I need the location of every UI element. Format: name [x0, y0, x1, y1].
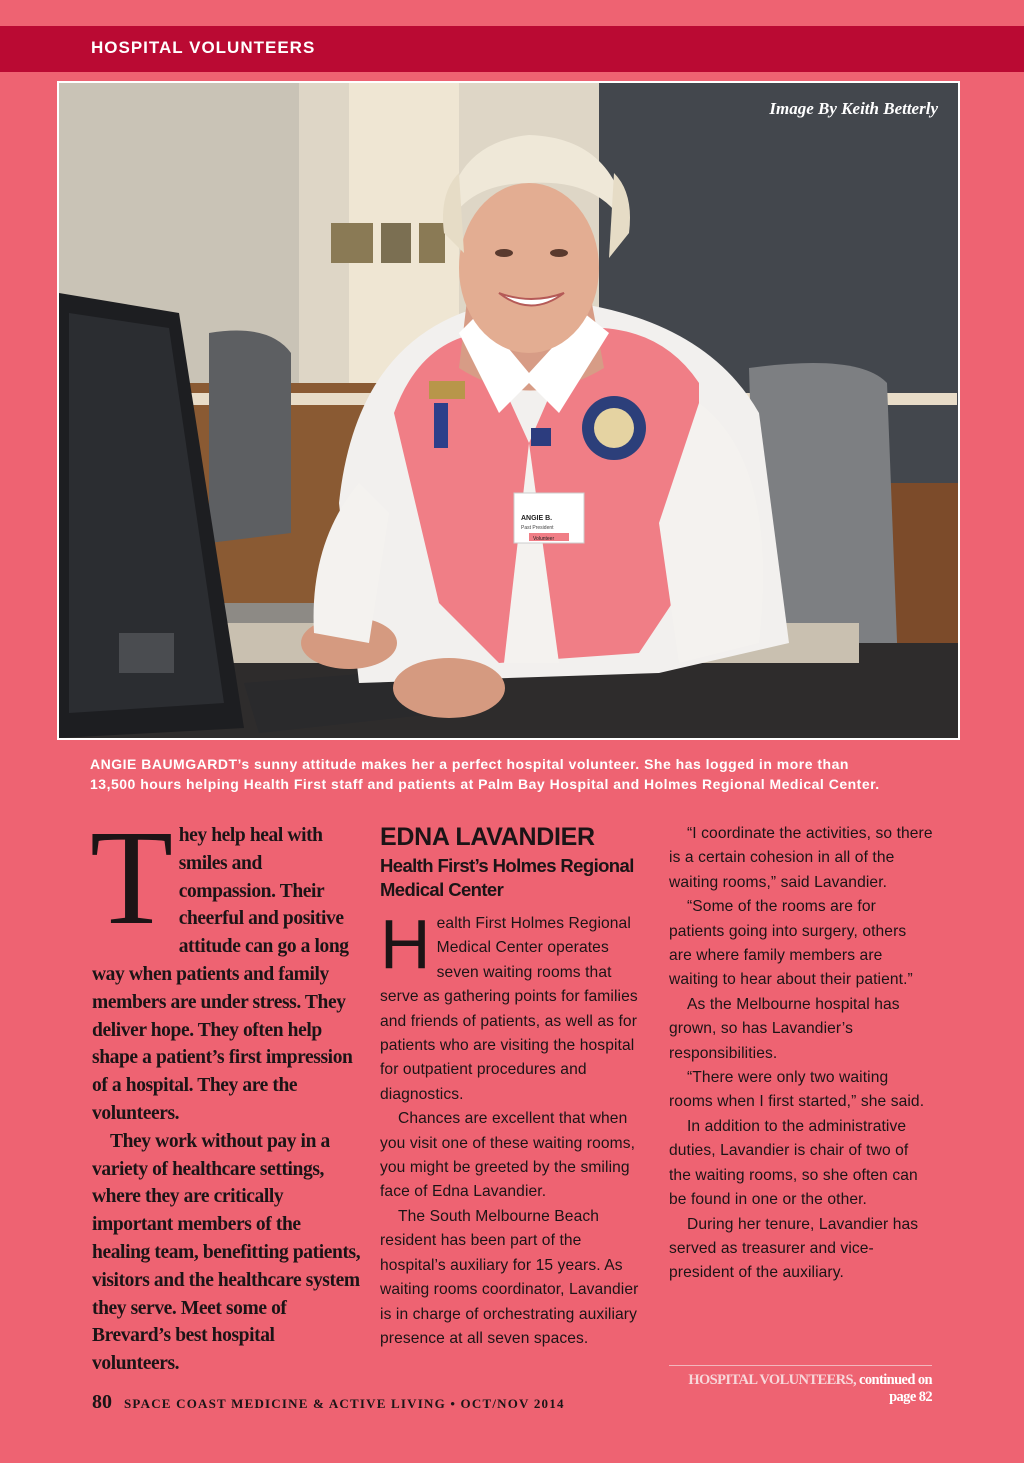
article-column-1 — [380, 822, 648, 1351]
article-dropcap: H — [380, 905, 431, 983]
intro-column — [90, 803, 362, 1378]
intro-paragraph-1: hey help heal with smiles and compassion. Their cheerful and positive attitude can go a long way when patients and family members are under stress. They deliver hope. They often help shape a patient’s first impression of a hospital. They are the volunteers. — [92, 825, 353, 1124]
photo-frame — [57, 81, 960, 740]
article-paragraph-9: During her tenure, Lavandier has served as treasurer and vice-president of the auxiliary. — [669, 1215, 919, 1282]
intro-dropcap: T — [90, 803, 173, 953]
volunteer-photo — [59, 83, 958, 738]
article-paragraph-2: Chances are excellent that when you visit one of these waiting rooms, you might be greeted by the smiling face of Edna Lavandier. — [380, 1110, 636, 1201]
article-paragraph-6: As the Melbourne hospital has grown, so has Lavandier’s responsibilities. — [669, 995, 900, 1062]
caption-line-1: ANGIE BAUMGARDT’s sunny attitude makes her a perfect hospital volunteer. She has logged in more than — [90, 756, 849, 772]
continued-divider — [669, 1365, 932, 1366]
publication-name: SPACE COAST MEDICINE & ACTIVE LIVING • OCT/NOV 2014 — [124, 1396, 565, 1411]
article-paragraph-7: “There were only two waiting rooms when I first started,” she said. — [669, 1069, 925, 1111]
photo-credit: Image By Keith Betterly — [769, 99, 938, 118]
photo-caption — [90, 754, 940, 794]
article-paragraph-5: “Some of the rooms are for patients going into surgery, others are where family members are waiting to hear about their patient.” — [669, 898, 913, 989]
header-band — [0, 26, 1024, 72]
section-label: HOSPITAL VOLUNTEERS — [91, 38, 316, 57]
continued-kicker: HOSPITAL VOLUNTEERS, — [688, 1372, 856, 1388]
continued-text: continued on page 82 — [856, 1372, 932, 1405]
article-paragraph-4: “I coordinate the activities, so there is a certain cohesion in all of the waiting rooms,” said Lavandier. — [669, 825, 933, 891]
intro-paragraph-2: They work without pay in a variety of healthcare settings, where they are critically important members of the healing team, benefitting patients, visitors and the healthcare system they serve. Meet some of Brevard’s best hospital volunteers. — [92, 1130, 361, 1375]
badge-tag: Volunteer — [533, 536, 555, 542]
page-number: 80 — [92, 1391, 112, 1413]
continued-link[interactable] — [669, 1372, 932, 1406]
volunteer-photo-illustration — [59, 83, 958, 738]
profile-subheading: Health First’s Holmes Regional Medical Center — [380, 855, 634, 900]
badge-role: Past President — [521, 525, 554, 531]
badge-name: ANGIE B. — [521, 515, 553, 522]
article-paragraph-3: The South Melbourne Beach resident has been part of the hospital’s auxiliary for 15 years. As waiting rooms coordinator, Lavandier is in charge of orchestrating auxiliary presence at all seven spaces. — [380, 1207, 639, 1347]
profile-name-heading: EDNA LAVANDIER — [380, 823, 595, 851]
article-paragraph-8: In addition to the administrative duties, Lavandier is chair of two of the waiting rooms, so she often can be found in one or the other. — [669, 1117, 918, 1209]
page-footer — [92, 1391, 565, 1414]
article-column-2 — [669, 822, 933, 1286]
article-paragraph-1: ealth First Holmes Regional Medical Center operates seven waiting rooms that serve as gathering points for families and friends of patients, as well as for patients who are visiting the hospital for outpatient procedures and diagnostics. — [380, 915, 638, 1103]
caption-line-2: 13,500 hours helping Health First staff and patients at Palm Bay Hospital and Holmes Regional Medical Center. — [90, 776, 880, 792]
